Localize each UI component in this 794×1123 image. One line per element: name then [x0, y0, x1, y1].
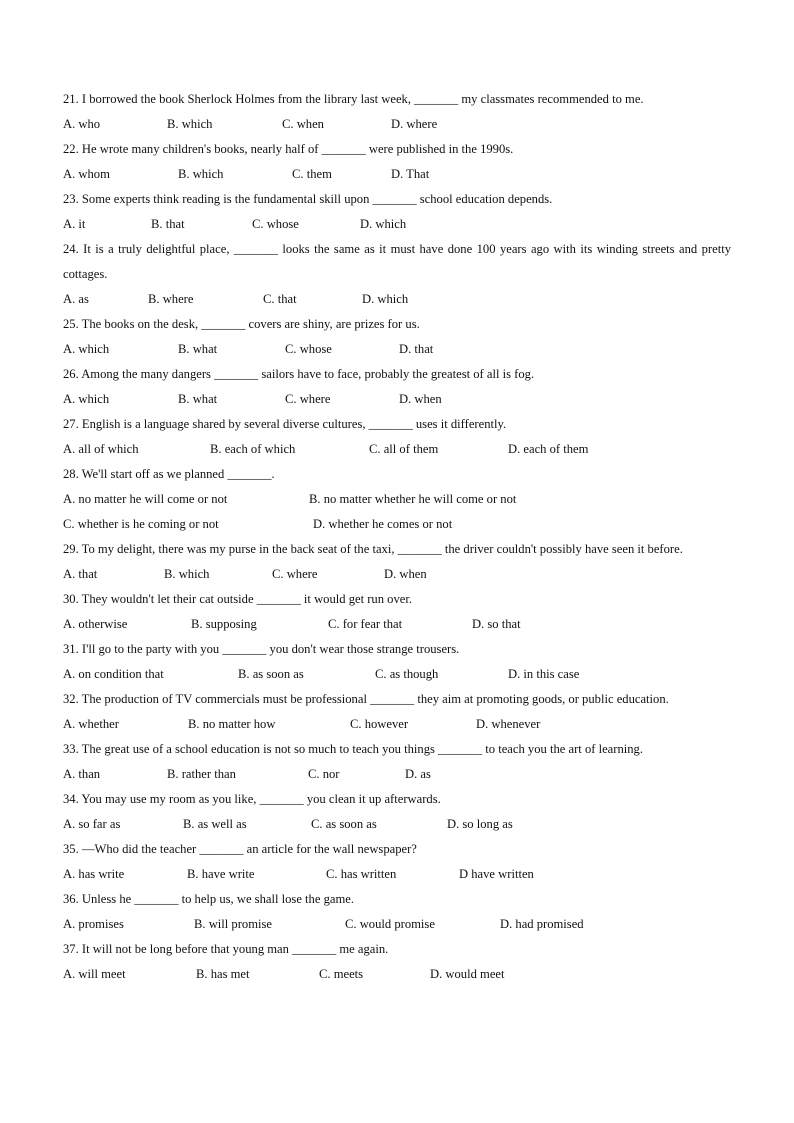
question-stem: 25. The books on the desk, _______ covers are shiny, are prizes for us. — [63, 317, 420, 331]
question-stem: 21. I borrowed the book Sherlock Holmes from the library last week, _______ my classmates recommended to me. — [63, 92, 644, 106]
option-b[interactable]: B. which — [167, 117, 213, 131]
answer-options — [63, 562, 731, 587]
option-d[interactable]: D. that — [399, 342, 434, 356]
option-d[interactable]: D. where — [391, 117, 438, 131]
option-b[interactable]: B. rather than — [167, 767, 236, 781]
option-c[interactable]: C. whose — [285, 342, 332, 356]
option-d[interactable]: D. each of them — [508, 442, 589, 456]
option-c[interactable]: C. as soon as — [311, 817, 377, 831]
option-b[interactable]: B. supposing — [191, 617, 257, 631]
option-d[interactable]: D. That — [391, 167, 430, 181]
option-d[interactable]: D. as — [405, 767, 431, 781]
option-a[interactable]: A. so far as — [63, 817, 121, 831]
answer-options — [63, 112, 731, 137]
option-b[interactable]: B. each of which — [210, 442, 296, 456]
option-c[interactable]: C. however — [350, 717, 409, 731]
option-a[interactable]: A. all of which — [63, 442, 139, 456]
answer-options — [63, 437, 731, 462]
question-stem: 26. Among the many dangers _______ sailors have to face, probably the greatest of all is fog. — [63, 367, 535, 381]
question-stem: 34. You may use my room as you like, _______ you clean it up afterwards. — [63, 792, 441, 806]
answer-options — [63, 287, 731, 312]
question-stem: 31. I'll go to the party with you _______ you don't wear those strange trousers. — [63, 642, 460, 656]
question-stem: 22. He wrote many children's books, nearly half of _______ were published in the 1990s. — [63, 142, 514, 156]
option-d[interactable]: D. would meet — [430, 967, 505, 981]
option-c[interactable]: C. has written — [326, 867, 397, 881]
option-a[interactable]: A. on condition that — [63, 667, 164, 681]
option-b[interactable]: B. which — [164, 567, 210, 581]
answer-options — [63, 337, 731, 362]
answer-options — [63, 212, 731, 237]
option-a[interactable]: A. whom — [63, 167, 110, 181]
option-d[interactable]: D. when — [384, 567, 427, 581]
question-stem: 32. The production of TV commercials must be professional _______ they aim at promoting goods, or public education. — [63, 692, 669, 706]
question-stem: 28. We'll start off as we planned _______. — [63, 467, 275, 481]
answer-options — [63, 387, 731, 412]
option-c[interactable]: C. where — [285, 392, 331, 406]
option-a[interactable]: A. no matter he will come or not — [63, 492, 228, 506]
question-stem: 23. Some experts think reading is the fundamental skill upon _______ school education depends. — [63, 192, 553, 206]
option-d[interactable]: D. so that — [472, 617, 521, 631]
option-c[interactable]: C. for fear that — [328, 617, 403, 631]
option-a[interactable]: A. than — [63, 767, 101, 781]
option-b[interactable]: B. where — [148, 292, 194, 306]
option-a[interactable]: A. otherwise — [63, 617, 128, 631]
question-stem: 33. The great use of a school education is not so much to teach you things _______ to teach you the art of learning. — [63, 742, 643, 756]
option-a[interactable]: A. has write — [63, 867, 125, 881]
answer-options — [63, 812, 731, 837]
question-stem: 29. To my delight, there was my purse in the back seat of the taxi, _______ the driver couldn't possibly have seen it before. — [63, 542, 683, 556]
option-a[interactable]: A. that — [63, 567, 98, 581]
option-b[interactable]: B. no matter whether he will come or not — [309, 492, 517, 506]
option-b[interactable]: B. have write — [187, 867, 255, 881]
option-a[interactable]: A. which — [63, 392, 110, 406]
answer-options — [63, 712, 731, 737]
option-c[interactable]: C. would promise — [345, 917, 435, 931]
option-c[interactable]: C. that — [263, 292, 297, 306]
option-c[interactable]: C. meets — [319, 967, 364, 981]
option-a[interactable]: A. who — [63, 117, 101, 131]
question-stem: 37. It will not be long before that young man _______ me again. — [63, 942, 389, 956]
question-stem: 24. It is a truly delightful place, _______ looks the same as it must have done 100 years ago with its winding streets and pretty cottages. — [63, 242, 731, 281]
question-stem: 35. —Who did the teacher _______ an article for the wall newspaper? — [63, 842, 417, 856]
option-b[interactable]: B. which — [178, 167, 224, 181]
option-c[interactable]: C. them — [292, 167, 332, 181]
option-b[interactable]: B. no matter how — [188, 717, 276, 731]
question-list — [63, 87, 731, 987]
option-a[interactable]: A. whether — [63, 717, 119, 731]
option-c[interactable]: C. nor — [308, 767, 340, 781]
option-d[interactable]: D. when — [399, 392, 442, 406]
option-c[interactable]: C. all of them — [369, 442, 439, 456]
option-b[interactable]: B. will promise — [194, 917, 273, 931]
question-stem: 30. They wouldn't let their cat outside _______ it would get run over. — [63, 592, 413, 606]
option-b[interactable]: B. as well as — [183, 817, 247, 831]
option-a[interactable]: A. which — [63, 342, 110, 356]
option-d[interactable]: D have written — [459, 867, 534, 881]
option-d[interactable]: D. whether he comes or not — [313, 517, 453, 531]
option-d[interactable]: D. which — [362, 292, 409, 306]
option-a[interactable]: A. as — [63, 292, 89, 306]
option-a[interactable]: A. promises — [63, 917, 124, 931]
option-a[interactable]: A. will meet — [63, 967, 126, 981]
option-d[interactable]: D. whenever — [476, 717, 541, 731]
option-b[interactable]: B. what — [178, 342, 218, 356]
option-d[interactable]: D. which — [360, 217, 407, 231]
question-stem: 36. Unless he _______ to help us, we shall lose the game. — [63, 892, 355, 906]
answer-options — [63, 612, 731, 637]
option-b[interactable]: B. as soon as — [238, 667, 304, 681]
answer-options — [63, 962, 731, 987]
answer-options — [63, 862, 731, 887]
option-c[interactable]: C. as though — [375, 667, 439, 681]
option-d[interactable]: D. in this case — [508, 667, 580, 681]
answer-options — [63, 912, 731, 937]
answer-options — [63, 512, 731, 537]
option-d[interactable]: D. so long as — [447, 817, 513, 831]
answer-options — [63, 662, 731, 687]
answer-options — [63, 762, 731, 787]
option-b[interactable]: B. that — [151, 217, 185, 231]
option-b[interactable]: B. what — [178, 392, 218, 406]
option-c[interactable]: C. where — [272, 567, 318, 581]
option-c[interactable]: C. when — [282, 117, 324, 131]
option-c[interactable]: C. whether is he coming or not — [63, 517, 219, 531]
option-a[interactable]: A. it — [63, 217, 86, 231]
answer-options — [63, 162, 731, 187]
option-d[interactable]: D. had promised — [500, 917, 584, 931]
question-stem: 27. English is a language shared by several diverse cultures, _______ uses it differently. — [63, 417, 507, 431]
answer-options — [63, 487, 731, 512]
option-c[interactable]: C. whose — [252, 217, 299, 231]
option-b[interactable]: B. has met — [196, 967, 250, 981]
